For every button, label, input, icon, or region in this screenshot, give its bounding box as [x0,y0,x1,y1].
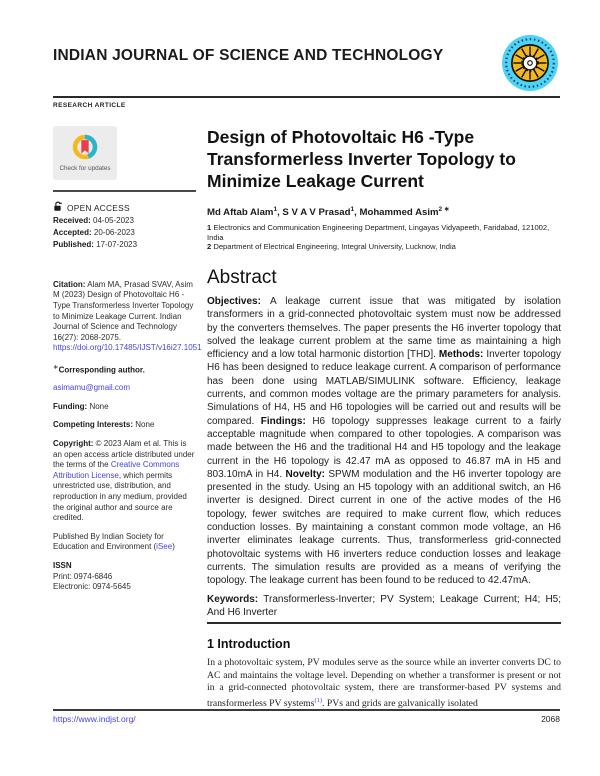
received-date: Received: 04-05-2023 [53,216,134,226]
article-title: Design of Photovoltaic H6 -Type Transformerless Inverter Topology to Minimize Leakage Current [207,127,516,191]
check-for-updates-button[interactable] [53,126,117,180]
issn-electronic: Electronic: 0974-5645 [53,582,131,592]
published-date: Published: 17-07-2023 [53,240,138,250]
introduction-paragraph: In a photovoltaic system, PV modules serve as the source while an inverter converts DC to AC and maintains the voltage level. Depending on whether a transformer is present or not in a grid-connected photovoltaic system, there are transformer-based PV systems and transformerless PV systems$^{(1)}$. PVs and grids are galvanically isolated [207,657,561,710]
corresponding-author-block [53,363,196,376]
open-lock-icon [53,201,63,215]
crossmark-icon [72,134,98,164]
author-line [207,205,561,218]
competing-interests-row: Competing Interests: None [53,420,155,430]
footer-divider [53,709,560,711]
check-for-updates-label: Check for updates [59,165,111,173]
journal-url-link[interactable]: https://www.indjst.org/ [53,714,136,724]
citation-label: Citation: [53,279,86,289]
article-type-label: RESEARCH ARTICLE [53,102,126,109]
reference-1-link[interactable]: (1) [314,696,323,704]
issn-block [53,561,196,593]
journal-logo-icon [501,34,559,92]
corresponding-email-link[interactable]: asimamu@gmail.com [53,383,131,393]
copyright-block: Copyright: © 2023 Alam et al. This is an open access article distributed under the terms of the Creative Commons Attribution License, which permits unrestricted use, distribution, and reproduction in any medium, provided the original author and source are credited. [53,439,195,523]
affiliations [207,223,561,252]
sidebar-metadata [53,126,202,593]
funding-row: Funding: None [53,401,109,411]
author-2: S V A V Prasad$^1$, [282,206,360,219]
author-3: Mohammed Asim$^{2 ∗}$ [359,206,450,219]
author-1: Md Aftab Alam$^1$, [207,206,283,219]
open-access-row [53,201,196,215]
open-access-label: OPEN ACCESS [67,202,130,213]
cc-license-link[interactable]: Creative Commons Attribution License [53,460,180,480]
introduction-heading: 1 Introduction [207,637,291,652]
sidebar-divider [53,190,196,192]
page-number: 2068 [541,714,560,724]
isee-link[interactable]: iSee [156,542,173,552]
article-content [207,126,561,711]
affiliation-2: 2 Department of Electrical Engineering, Integral University, Lucknow, India [207,242,456,252]
affiliation-1: 1 Electronics and Communication Engineering Department, Lingayas Vidyapeeth, Faridabad, 121002, India [207,223,550,242]
issn-label: ISSN [53,561,72,570]
abstract-heading: Abstract [207,266,277,288]
abstract-text: Objectives: A leakage current issue that was mitigated by isolation transformers in a grid-connected photovoltaic system must now be addressed by the converters themselves. The paper presents the H6 inverter topology that solved the leakage current problem at the same time as maintaining a high efficiency and a low total harmonic distortion [THD]. Methods: Inverter topology H6 has been designed to reduce leakage current. A comparison of performance has been done using MATLAB/SIMULINK software. Efficiency, leakage currents, and common modes voltage are the primary parameters for analysis. Simulations of H4, H5 and H6 topologies will be carried out and results will be compared. Findings: H6 topology suppresses leakage current to a fairly acceptable magnitude when compared to other topologies. A comparison was made between the H6 and the traditional H4 and H5 topology and the leakage current in the H6 topology is 42.47 mA as opposed to 46.87 mA in H5 and 803.10mA in H4. Novelty: SPWM modulation and the H6 inverter topology are presented in the study. Using an H5 topology with an additional switch, an H6 inverter is designed. Direct current in one of the active modes of the H6 topology, fewer switches are required to make current flow, which reduces conduction losses. By maintaining a constant common mode voltage, an H6 inverter eliminates leakage currents. Thus, transformerless grid-connected photovoltaic systems with H6 inverters reduce conduction losses and leakage currents. The simulation results are provided as a means of verifying the topology. The leakage current has been found to be reduced to 42.47mA. [207,295,562,587]
keywords-divider [207,622,561,624]
doi-link[interactable]: https://doi.org/10.17485/IJST/v16i27.1051 [53,343,202,353]
email-row [53,383,196,394]
issn-print: Print: 0974-6846 [53,571,113,581]
citation-block [53,279,202,354]
header-divider [53,96,560,98]
journal-title: INDIAN JOURNAL OF SCIENCE AND TECHNOLOGY [53,47,444,64]
keywords-line: Keywords: Transformerless-Inverter; PV System; Leakage Current; H4; H5; And H6 Inverter [207,593,561,618]
corresponding-star: ∗ [53,364,59,372]
publisher-block: Published By Indian Society for Education and Environment (iSee) [53,531,175,552]
corresponding-label: Corresponding author. [58,365,145,375]
accepted-date: Accepted: 20-06-2023 [53,228,135,238]
citation-text: Alam MA, Prasad SVAV, Asim M (2023) Design of Photovoltaic H6 -Type Transformerless Inverter Topology to Minimize Leakage Current. Indian Journal of Science and Technology 16(27): 2068-2075. [53,279,194,342]
